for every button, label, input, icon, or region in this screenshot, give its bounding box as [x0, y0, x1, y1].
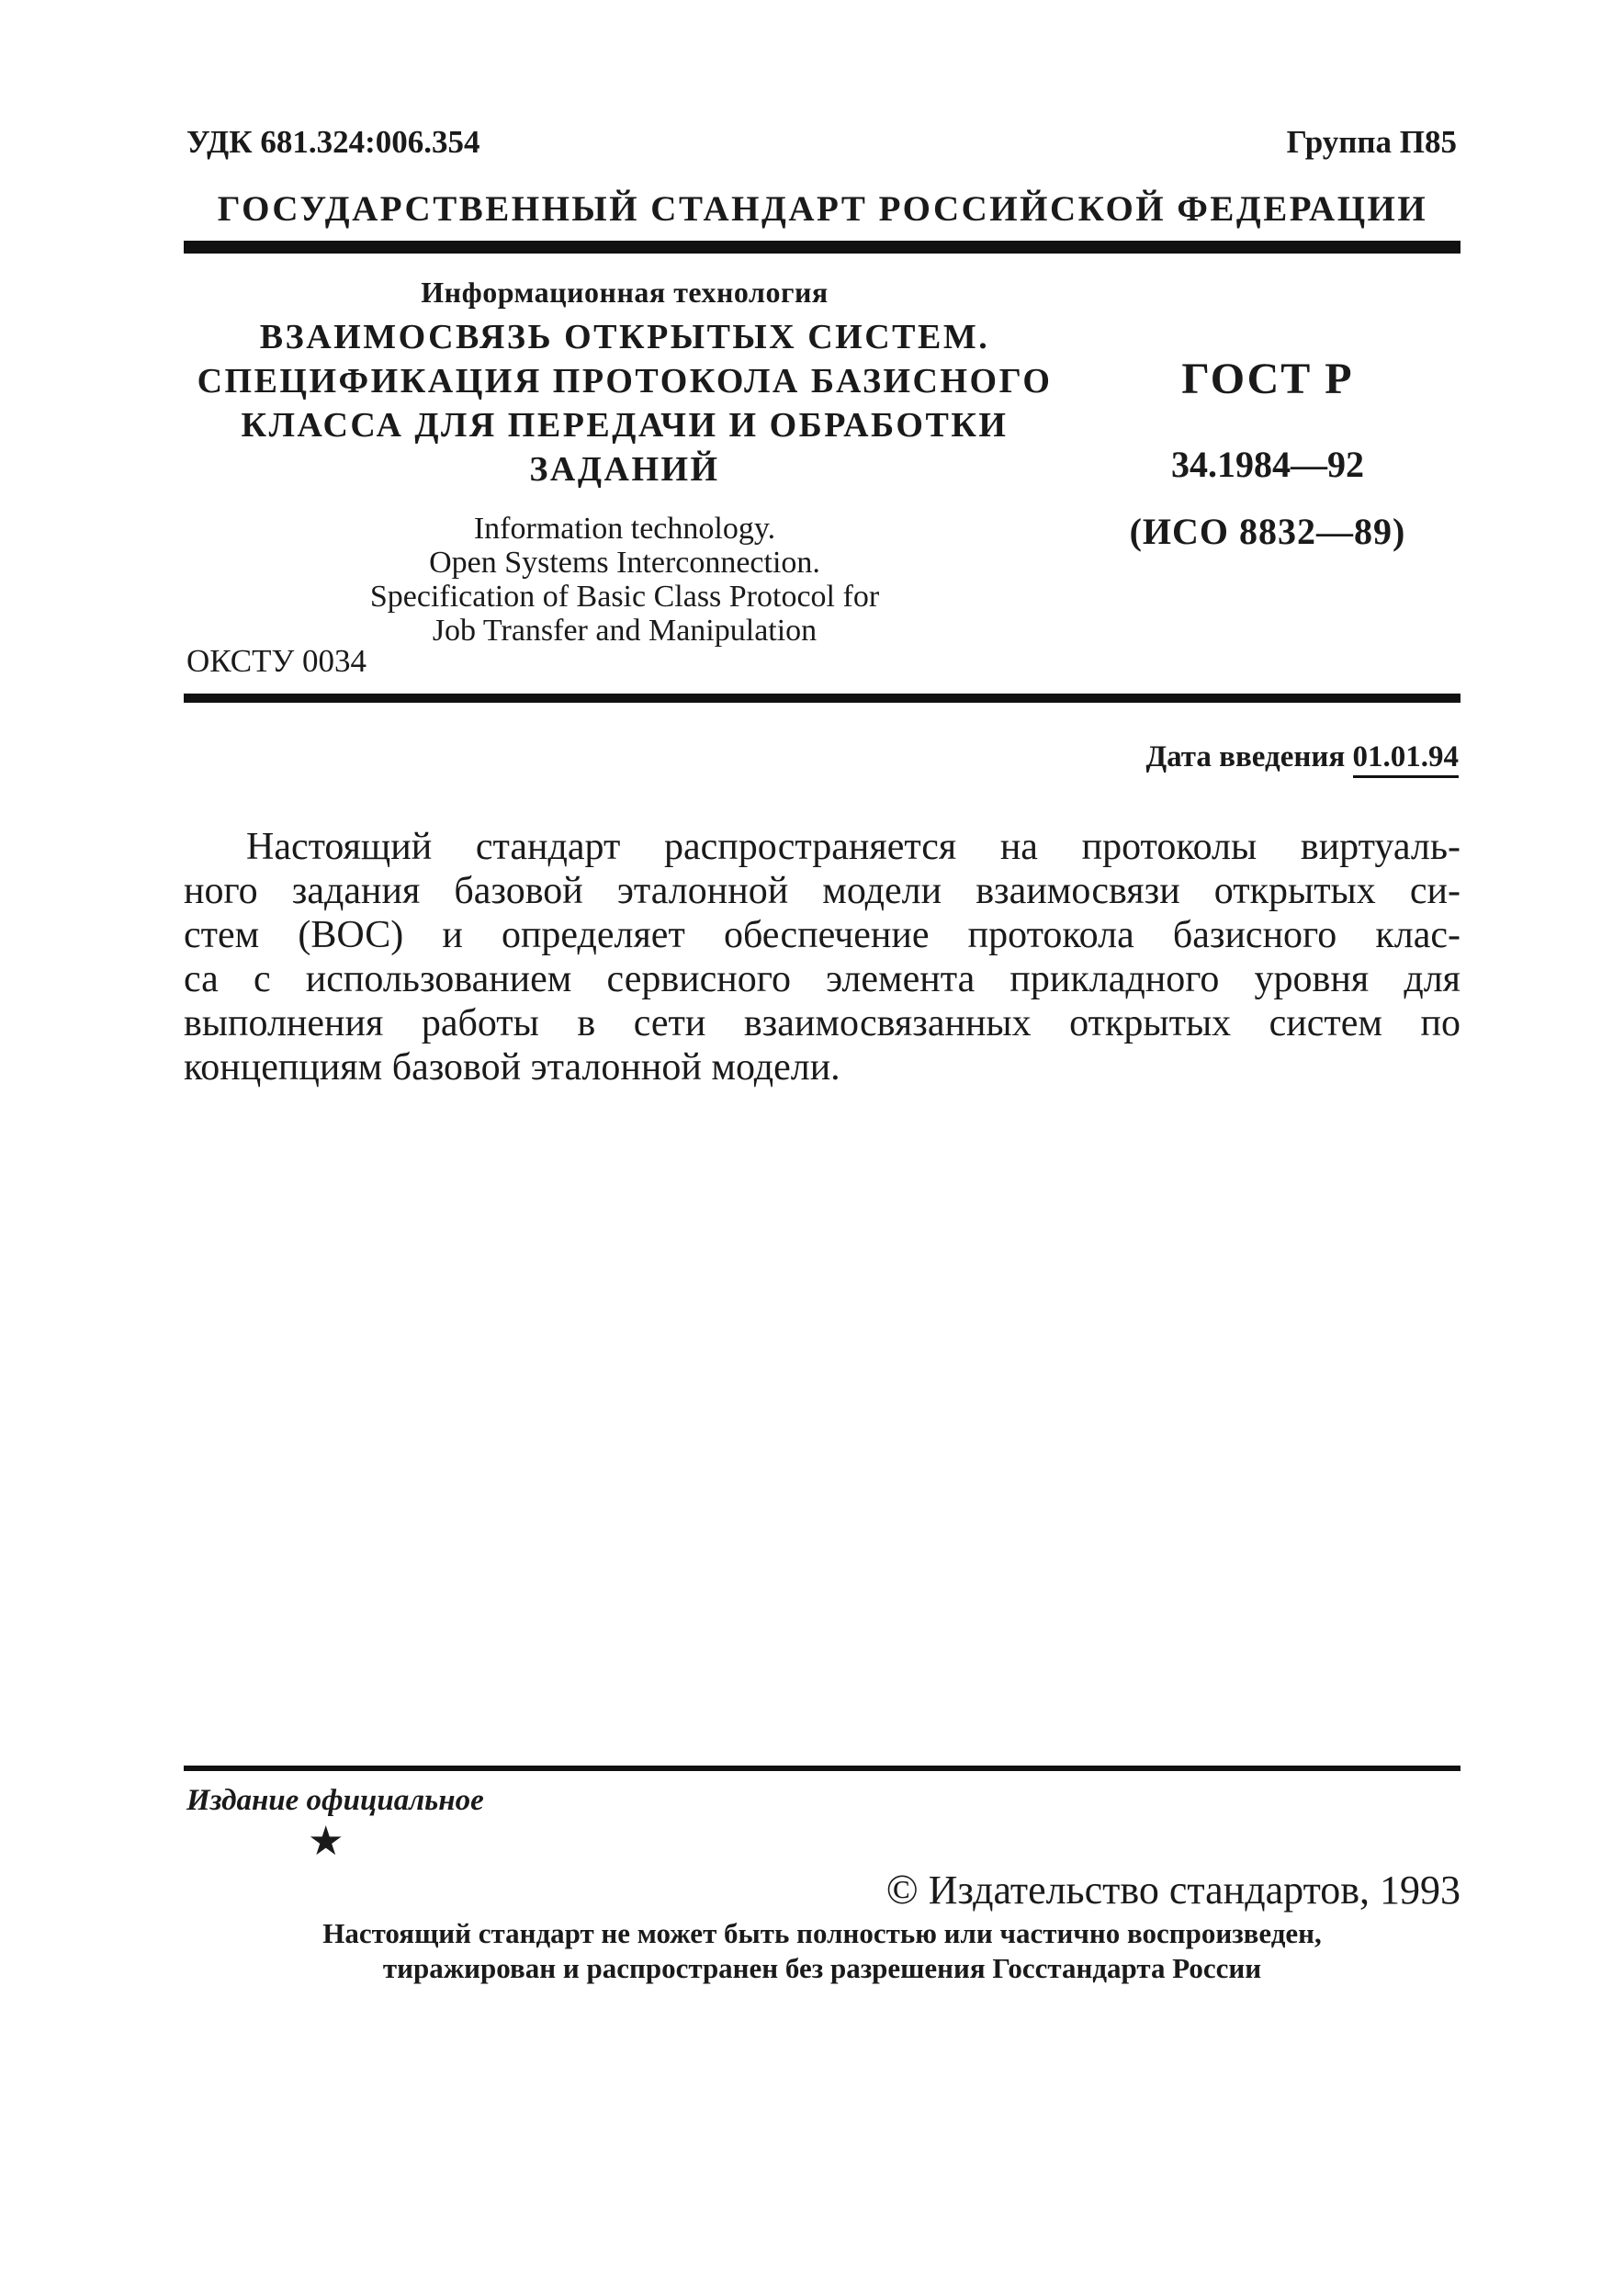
bottom-rule — [184, 1766, 1460, 1771]
gost-designation — [1084, 354, 1451, 553]
official-edition-label: Издание официальное — [186, 1784, 484, 1817]
notice-line: Настоящий стандарт не может быть полностью или частично воспроизведен, — [322, 1917, 1322, 1949]
reproduction-notice — [184, 1916, 1460, 1986]
udk-code: УДК 681.324:006.354 — [186, 124, 480, 160]
gost-number: 34.1984—92 — [1171, 444, 1364, 485]
top-rule — [184, 241, 1460, 254]
paragraph-line: ного задания базовой эталонной модели взаимосвязи открытых си- — [184, 870, 1460, 912]
english-title-line: Job Transfer and Manipulation — [432, 614, 818, 648]
okstu-code: ОКСТУ 0034 — [186, 643, 367, 679]
english-title — [184, 512, 1066, 648]
paragraph-line: стем (ВОС) и определяет обеспечение протокола базисного клас- — [184, 914, 1460, 956]
english-title-line: Information technology. — [473, 512, 776, 546]
middle-rule — [184, 694, 1460, 703]
gost-label: ГОСТ Р — [1181, 355, 1354, 403]
date-label: Дата введения — [1145, 740, 1346, 773]
title-line: СПЕЦИФИКАЦИЯ ПРОТОКОЛА БАЗИСНОГО — [197, 362, 1053, 401]
paragraph-line: концепциям базовой эталонной модели. — [184, 1046, 840, 1089]
star-icon: ★ — [308, 1819, 344, 1864]
title-block — [184, 276, 1066, 648]
title-category: Информационная технология — [421, 276, 829, 309]
paragraph-line: Настоящий стандарт распространяется на протоколы виртуаль- — [246, 826, 1460, 868]
title-line: КЛАССА ДЛЯ ПЕРЕДАЧИ И ОБРАБОТКИ — [241, 406, 1009, 445]
english-title-line: Open Systems Interconnection. — [429, 546, 820, 580]
introduction-date — [1010, 740, 1459, 774]
state-standard-heading: ГОСУДАРСТВЕННЫЙ СТАНДАРТ РОССИЙСКОЙ ФЕДЕРАЦИИ — [217, 189, 1428, 229]
title-line: ЗАДАНИЙ — [529, 450, 720, 489]
copyright-icon: © — [885, 1866, 919, 1913]
title-line: ВЗАИМОСВЯЗЬ ОТКРЫТЫХ СИСТЕМ. — [259, 318, 990, 356]
publisher-name: Издательство стандартов, 1993 — [928, 1868, 1460, 1913]
notice-line: тиражирован и распространен без разрешения Госстандарта России — [382, 1952, 1262, 1984]
iso-reference: (ИСО 8832—89) — [1129, 511, 1406, 552]
date-value: 01.01.94 — [1353, 740, 1460, 778]
scope-paragraph — [184, 825, 1460, 1089]
paragraph-line: выполнения работы в сети взаимосвязанных открытых систем по — [184, 1002, 1460, 1044]
paragraph-line: са с использованием сервисного элемента прикладного уровня для — [184, 958, 1460, 1000]
publisher-copyright — [799, 1865, 1460, 1913]
english-title-line: Specification of Basic Class Protocol for — [369, 580, 880, 614]
group-code: Группа П85 — [1286, 124, 1457, 160]
